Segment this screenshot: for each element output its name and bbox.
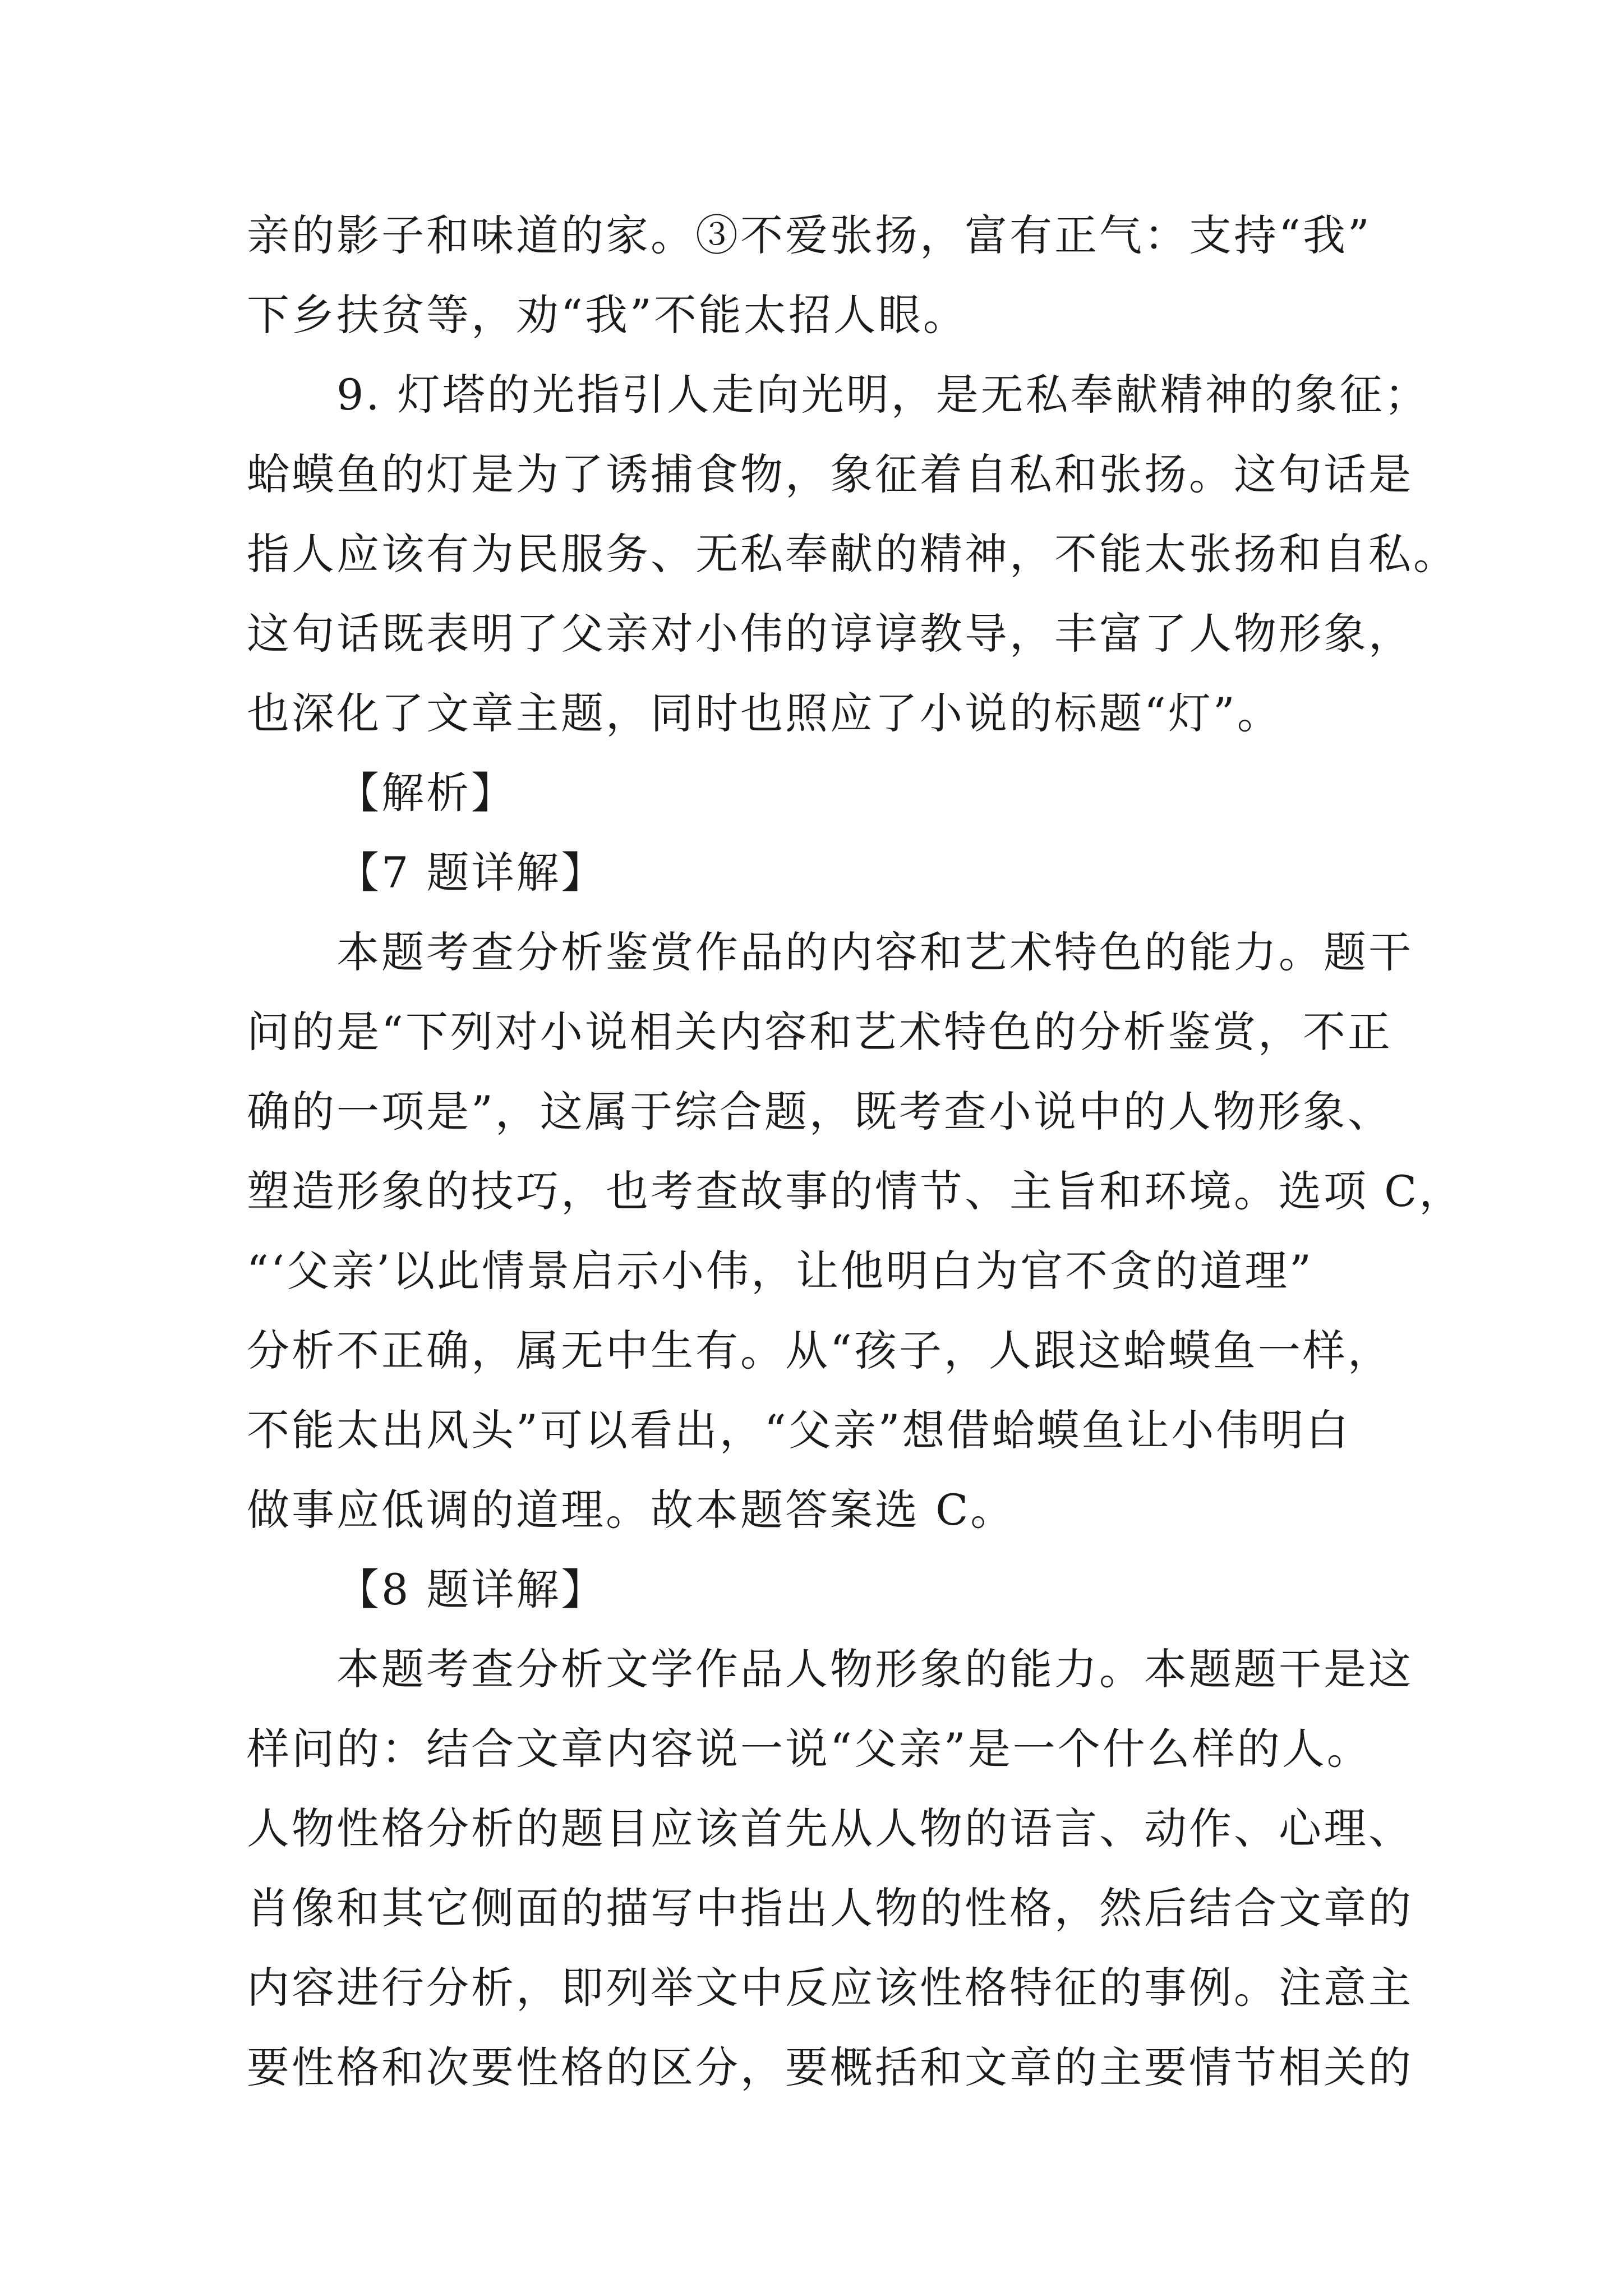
text-line: 确的一项是”，这属于综合题，既考查小说中的人物形象、 bbox=[247, 1087, 1393, 1137]
text-line: 问的是“下列对小说相关内容和艺术特色的分析鉴赏，不正 bbox=[247, 1007, 1393, 1057]
text-line: 亲的影子和味道的家。③不爱张扬，富有正气：支持“我” bbox=[247, 210, 1372, 260]
text-line: 本题考查分析文学作品人物形象的能力。本题题干是这 bbox=[336, 1644, 1413, 1694]
text-line: 9. 灯塔的光指引人走向光明，是无私奉献精神的象征； bbox=[336, 370, 1430, 420]
text-line: 这句话既表明了父亲对小伟的谆谆教导，丰富了人物形象， bbox=[247, 609, 1413, 659]
text-line: 也深化了文章主题，同时也照应了小说的标题“灯”。 bbox=[247, 688, 1282, 738]
text-line: 塑造形象的技巧，也考查故事的情节、主旨和环境。选项 C， bbox=[247, 1166, 1464, 1216]
text-line: 肖像和其它侧面的描写中指出人物的性格，然后结合文章的 bbox=[247, 1883, 1413, 1933]
text-line: 要性格和次要性格的区分，要概括和文章的主要情节相关的 bbox=[247, 2042, 1413, 2092]
section-heading: 【7 题详解】 bbox=[336, 848, 606, 898]
text-line: 人物性格分析的题目应该首先从人物的语言、动作、心理、 bbox=[247, 1803, 1413, 1853]
text-line: 内容进行分析，即列举文中反应该性格特征的事例。注意主 bbox=[247, 1963, 1413, 2013]
text-line: 下乡扶贫等，劝“我”不能太招人眼。 bbox=[247, 290, 968, 340]
text-line: 本题考查分析鉴赏作品的内容和艺术特色的能力。题干 bbox=[336, 927, 1413, 977]
text-line: 做事应低调的道理。故本题答案选 C。 bbox=[247, 1485, 1016, 1535]
text-line: 蛤蟆鱼的灯是为了诱捕食物，象征着自私和张扬。这句话是 bbox=[247, 449, 1413, 499]
section-heading: 【8 题详解】 bbox=[336, 1565, 606, 1614]
section-heading: 【解析】 bbox=[336, 768, 516, 818]
text-line: 分析不正确，属无中生有。从“孩子，人跟这蛤蟆鱼一样， bbox=[247, 1326, 1393, 1375]
text-line: “‘父亲’以此情景启示小伟，让他明白为官不贪的道理” bbox=[247, 1246, 1314, 1296]
text-line: 样问的：结合文章内容说一说“父亲”是一个什么样的人。 bbox=[247, 1724, 1372, 1774]
text-line: 不能太出风头”可以看出，“父亲”想借蛤蟆鱼让小伟明白 bbox=[247, 1405, 1351, 1455]
text-line: 指人应该有为民服务、无私奉献的精神，不能太张扬和自私。 bbox=[247, 529, 1458, 579]
